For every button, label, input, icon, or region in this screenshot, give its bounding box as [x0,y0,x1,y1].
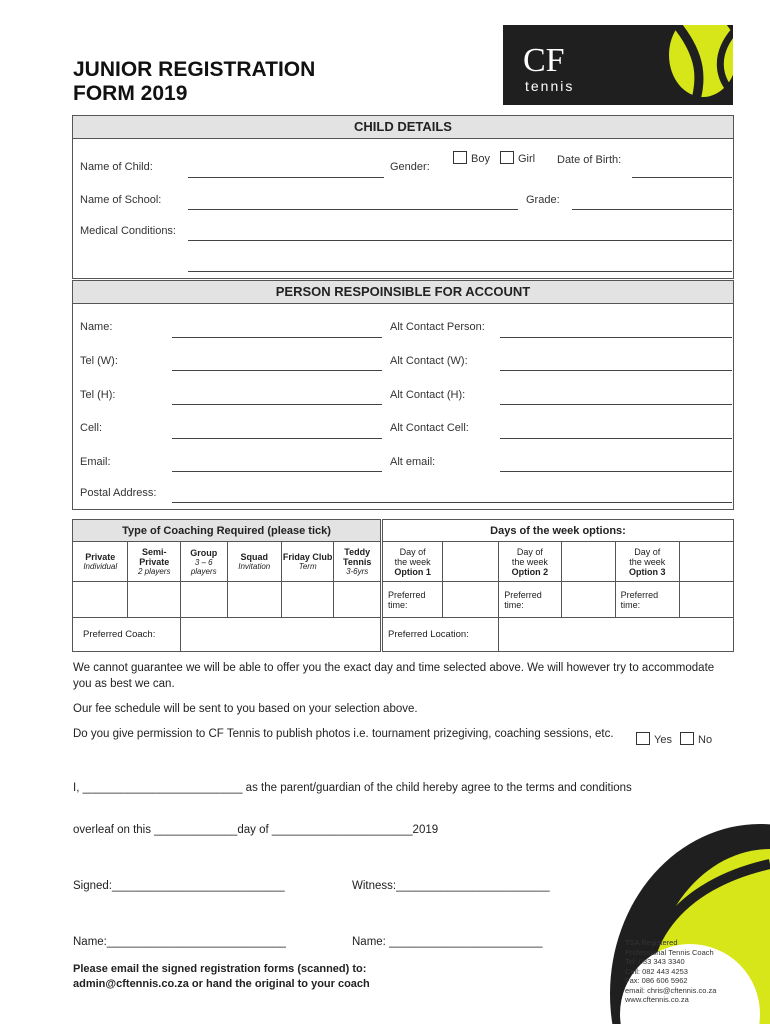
account-header: PERSON RESPOINSIBLE FOR ACCOUNT [73,281,733,304]
tel-w-label: Tel (W): [80,355,118,367]
alt-person-label: Alt Contact Person: [390,321,485,333]
coach-contact-info: TSA Registered Professional Tennis Coach Tel: 033 343 3340 Cell: 082 443 4253 Fax: 086 606 5962 email: chris@cftennis.co.za www.cftennis.co.za [625,938,717,1004]
coaching-table [72,519,381,652]
name-label: Name: [80,321,113,333]
girl-checkbox[interactable] [500,151,514,164]
tick-friday[interactable] [281,582,333,618]
child-details-header: CHILD DETAILS [73,116,733,139]
alt-w-field[interactable] [500,370,732,371]
alt-w-label: Alt Contact (W): [390,355,468,367]
alt-email-label: Alt email: [390,456,436,468]
name-line-2[interactable]: Name: ________________________ [352,936,543,948]
day-option-2-field[interactable] [561,542,615,582]
pref-time-3: Preferred time: [615,582,679,618]
dob-label: Date of Birth: [557,154,622,166]
pref-time-3-field[interactable] [679,582,733,618]
location-field[interactable] [499,618,734,652]
day-option-3-field[interactable] [679,542,733,582]
no-label: No [698,734,713,746]
grade-field[interactable] [572,209,732,210]
alt-h-label: Alt Contact (H): [390,389,466,401]
email-label: Email: [80,456,111,468]
pref-time-2: Preferred time: [499,582,561,618]
coaching-header: Type of Coaching Required (please tick) [73,520,381,542]
yes-checkbox[interactable] [636,732,650,745]
days-table [382,519,734,652]
postal-label: Postal Address: [80,487,157,499]
cell-label: Cell: [80,422,103,434]
permission-text: Do you give permission to CF Tennis to publish photos i.e. tournament prizegiving, coaching sessions, etc. [73,728,614,740]
days-header: Days of the week options: [383,520,734,542]
child-details-section [72,115,734,279]
girl-label: Girl [518,153,536,165]
postal-field[interactable] [172,502,732,503]
pref-time-1-field[interactable] [443,582,499,618]
boy-checkbox[interactable] [453,151,467,164]
coach-label: Preferred Coach: [73,618,181,652]
cell-field[interactable] [172,438,382,439]
child-name-label: Name of Child: [80,161,153,173]
tick-semi[interactable] [128,582,180,618]
school-field[interactable] [188,209,518,210]
witness-line[interactable]: Witness:________________________ [352,880,550,892]
dob-field[interactable] [632,177,732,178]
day-option-2: Day of the week Option 2 [499,542,561,582]
location-label: Preferred Location: [383,618,499,652]
fee-text: Our fee schedule will be sent to you based on your selection above. [73,703,418,715]
overleaf-text: overleaf on this _____________day of ______________________2019 [73,824,439,836]
tel-h-label: Tel (H): [80,389,116,401]
alt-h-field[interactable] [500,404,732,405]
medical-field-1[interactable] [188,240,732,241]
coaching-type-friday: Friday Club Term [281,542,333,582]
no-checkbox[interactable] [680,732,694,745]
tick-group[interactable] [180,582,227,618]
footer-line-1: Please email the signed registration forms (scanned) to: [73,963,367,975]
child-name-field[interactable] [188,177,384,178]
medical-field-2[interactable] [188,271,732,272]
tick-squad[interactable] [227,582,281,618]
name-field[interactable] [172,337,382,338]
email-field[interactable] [172,471,382,472]
name-line-1[interactable]: Name:____________________________ [73,936,286,948]
boy-label: Boy [471,153,490,165]
tel-h-field[interactable] [172,404,382,405]
tel-w-field[interactable] [172,370,382,371]
cf-tennis-logo [503,25,733,105]
logo-letters: CF [523,42,565,79]
pref-time-2-field[interactable] [561,582,615,618]
gender-label: Gender: [390,161,430,173]
footer-line-2: admin@cftennis.co.za or hand the original to your coach [73,978,370,990]
alt-person-field[interactable] [500,337,732,338]
school-label: Name of School: [80,194,162,206]
logo-word: tennis [525,78,575,94]
tick-private[interactable] [73,582,128,618]
day-option-1-field[interactable] [443,542,499,582]
agree-text: I, _________________________ as the parent/guardian of the child hereby agree to the terms and conditions [73,782,632,794]
yes-label: Yes [654,734,672,746]
grade-label: Grade: [526,194,560,206]
guarantee-text: We cannot guarantee we will be able to offer you the exact day and time selected above. We will however try to accommodate you as best we can. [73,662,715,690]
day-option-1: Day of the week Option 1 [383,542,443,582]
medical-label: Medical Conditions: [80,225,176,237]
pref-time-1: Preferred time: [383,582,443,618]
tick-teddy[interactable] [334,582,381,618]
alt-cell-label: Alt Contact Cell: [390,422,469,434]
page-title: JUNIOR REGISTRATION FORM 2019 [73,58,316,105]
coaching-type-teddy: Teddy Tennis 3-6yrs [334,542,381,582]
coaching-type-semi: Semi-Private 2 players [128,542,180,582]
coaching-type-private: Private Individual [73,542,128,582]
coach-field[interactable] [180,618,380,652]
coaching-type-group: Group 3 – 6 players [180,542,227,582]
day-option-3: Day of the week Option 3 [615,542,679,582]
alt-email-field[interactable] [500,471,732,472]
alt-cell-field[interactable] [500,438,732,439]
signed-line[interactable]: Signed:___________________________ [73,880,285,892]
coaching-type-squad: Squad Invitation [227,542,281,582]
